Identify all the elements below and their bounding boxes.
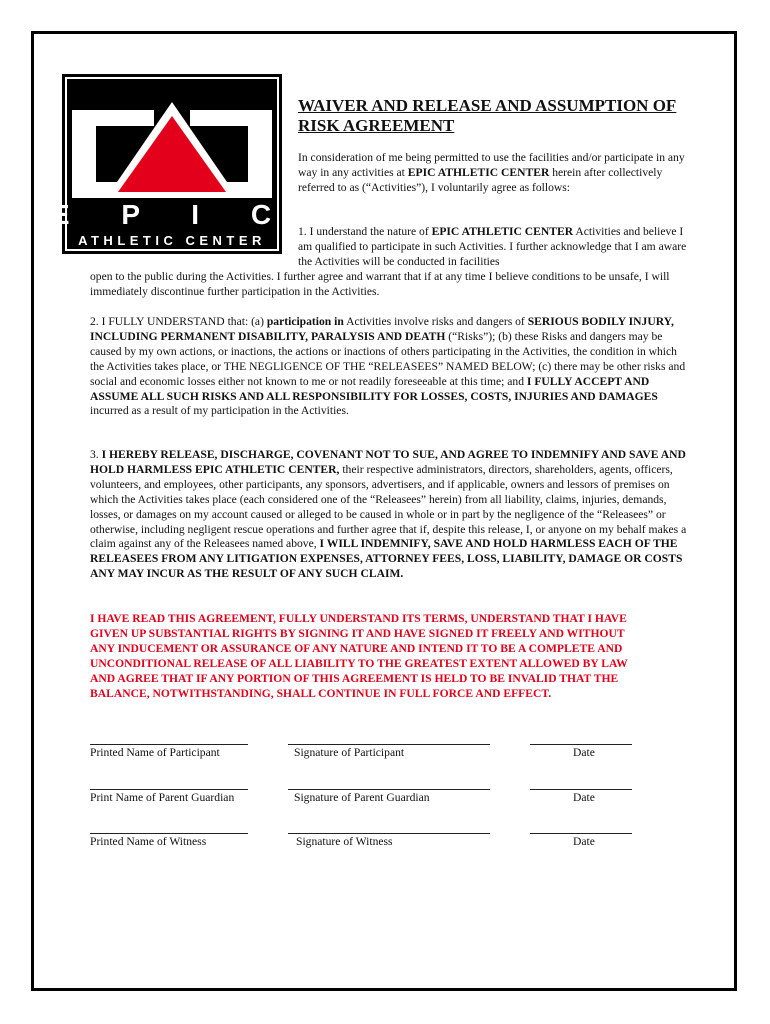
document-title: WAIVER AND RELEASE AND ASSUMPTION OF RISK AGREEMENT: [298, 96, 677, 135]
witness-name-line[interactable]: [90, 833, 248, 834]
guardian-name-label: Print Name of Parent Guardian: [90, 791, 235, 804]
participant-date-label: Date: [573, 746, 595, 759]
guardian-date-label: Date: [573, 791, 595, 804]
logo-word-athletic: ATHLETIC CENTER: [78, 233, 266, 248]
witness-date-line[interactable]: [530, 833, 632, 834]
witness-signature-label: Signature of Witness: [296, 835, 393, 848]
clause-2: 2. I FULLY UNDERSTAND that: (a) participation in Activities involve risks and dangers of SERIOUS BODILY INJURY, INCLUDING PERMANENT DISABILITY, PARALYSIS AND DEATH (“Risks”); (b) these Risks and dangers may be caused by my own actions, or inactions, the actions or inactions of others participating in the Activities, the condition in which the Activities takes place, or THE NEGLIGENCE OF THE “RELEASEES” NAMED BELOW; (c) there may be other risks and social and economic losses either not known to me or not readily foreseeable at this time; and I FULLY ACCEPT AND ASSUME ALL SUCH RISKS AND ALL RESPONSIBILITY FOR LOSSES, COSTS, INJURIES AND DAMAGES incurred as a result of my participation in the Activities.: [90, 315, 686, 418]
witness-signature-line[interactable]: [288, 833, 490, 834]
participant-signature-label: Signature of Participant: [294, 746, 405, 759]
guardian-signature-label: Signature of Parent Guardian: [294, 791, 430, 804]
guardian-date-line[interactable]: [530, 789, 632, 790]
witness-date-label: Date: [573, 835, 595, 848]
participant-date-line[interactable]: [530, 744, 632, 745]
clause-3: 3. I HEREBY RELEASE, DISCHARGE, COVENANT NOT TO SUE, AND AGREE TO INDEMNIFY AND SAVE AND HOLD HARMLESS EPIC ATHLETIC CENTER, their respective administrators, directors, shareholders, agents, officers, volunteers, and employees, other participants, any sponsors, advertisers, and if applicable, owners and lessors of premises on which the Activities takes place (each considered one of the “Releasees” herein) from all liability, claims, injuries, demands, losses, or damages on my account caused or alleged to be caused in whole or in part by the negligence of the “Releasees” or otherwise, including negligent rescue operations and further agree that if, despite this release, I, or anyone on my behalf makes a claim against any of the Releasees named above, I WILL INDEMNIFY, SAVE AND HOLD HARMLESS EACH OF THE RELEASEES FROM ANY LITIGATION EXPENSES, ATTORNEY FEES, LOSS, LIABILITY, DAMAGE OR COSTS ANY MAY INCUR AS THE RESULT OF ANY SUCH CLAIM.: [90, 448, 687, 581]
participant-name-line[interactable]: [90, 744, 248, 745]
guardian-signature-line[interactable]: [288, 789, 490, 790]
participant-signature-line[interactable]: [288, 744, 490, 745]
participant-name-label: Printed Name of Participant: [90, 746, 220, 759]
guardian-name-line[interactable]: [90, 789, 248, 790]
intro-paragraph: In consideration of me being permitted to use the facilities and/or participate in any way in any activities at EPIC ATHLETIC CENTER herein after collectively referred to as (“Activities”), I voluntarily agree as follows:: [298, 151, 685, 194]
acknowledgement-warning: I HAVE READ THIS AGREEMENT, FULLY UNDERSTAND ITS TERMS, UNDERSTAND THAT I HAVE GIVEN UP SUBSTANTIAL RIGHTS BY SIGNING IT AND HAVE SIGNED IT FREELY AND WITHOUT ANY INDUCEMENT OR ASSURANCE OF ANY NATURE AND INTEND IT TO BE A COMPLETE AND UNCONDITIONAL RELEASE OF ALL LIABILITY TO THE GREATEST EXTENT ALLOWED BY LAW AND AGREE THAT IF ANY PORTION OF THIS AGREEMENT IS HELD TO BE INVALID THAT THE BALANCE, NOTWITHSTANDING, SHALL CONTINUE IN FULL FORCE AND EFFECT.: [90, 612, 628, 700]
witness-name-label: Printed Name of Witness: [90, 835, 207, 848]
logo-word-epic: E P I C: [62, 199, 282, 230]
clause-1: 1. I understand the nature of EPIC ATHLETIC CENTER Activities and believe I am qualified to participate in such Activities. I further acknowledge that I am aware the Activities will be conducted in facilities open to the public during the Activities. I further agree and warrant that if at any time I believe conditions to be unsafe, I will immediately discontinue further participation in the Activities.: [90, 225, 687, 298]
